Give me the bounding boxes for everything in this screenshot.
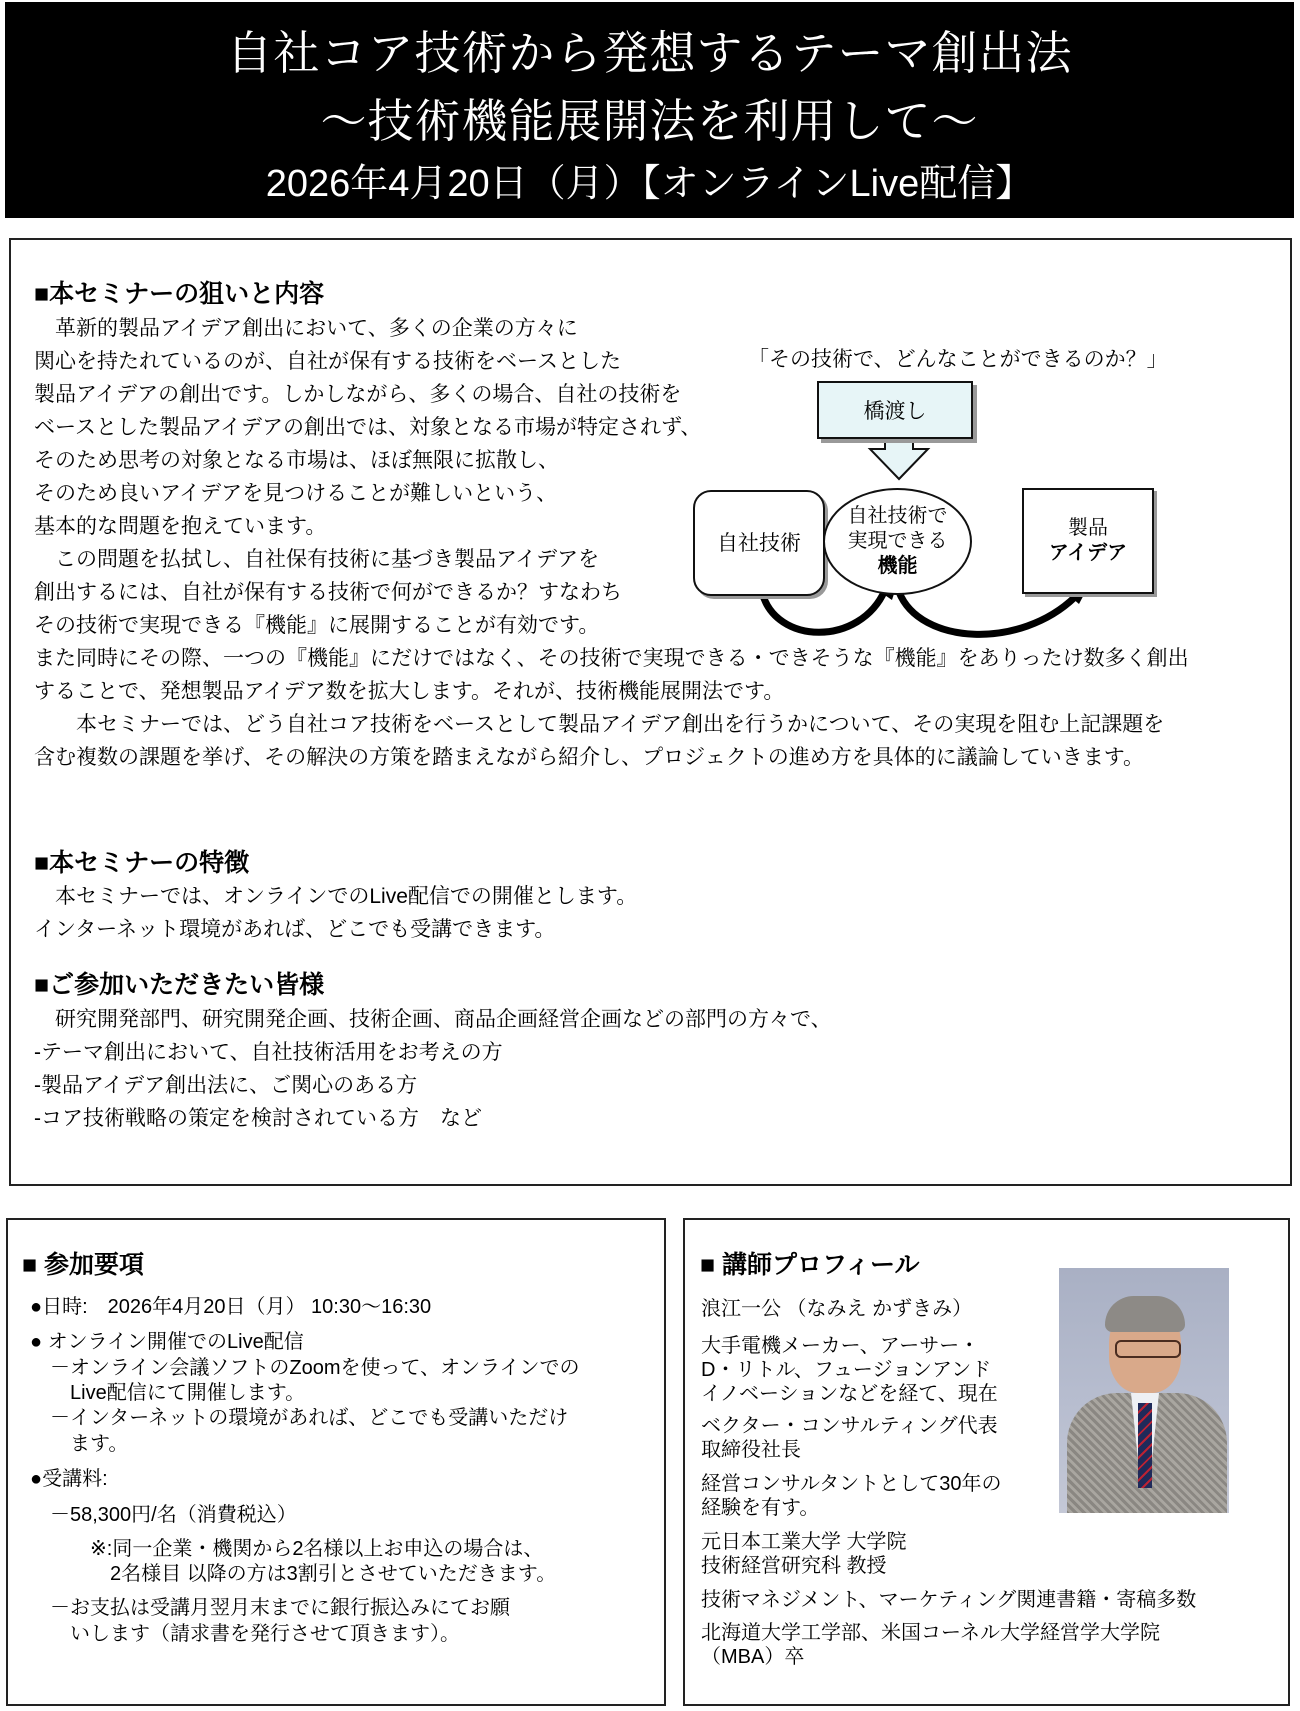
features-line: インターネット環境があれば、どこでも受講できます。 (34, 918, 556, 941)
aim-line: そのため思考の対象となる市場は、ほぼ無限に拡散し、 (34, 449, 559, 472)
aim-line: 関心を持たれているのが、自社が保有する技術をベースとした (34, 350, 621, 373)
profile-line: 技術マネジメント、マーケティング関連書籍・寄稿多数 (701, 1589, 1197, 1611)
page-title: 自社コア技術から発想するテーマ創出法 (226, 27, 1073, 79)
details-line: －お支払は受講月翌月末までに銀行振込みにてお願 (30, 1597, 510, 1619)
details-line: ●受講料: (30, 1468, 108, 1490)
details-heading: ■ 参加要項 (22, 1251, 145, 1279)
profile-heading: ■ 講師プロフィール (700, 1251, 920, 1279)
profile-line: 経営コンサルタントとして30年の (701, 1473, 1002, 1495)
profile-line: イノベーションなどを経て、現在 (701, 1383, 998, 1405)
features-line: 本セミナーでは、オンラインでのLive配信での開催とします。 (34, 885, 638, 908)
audience-line: -テーマ創出において、自社技術活用をお考えの方 (34, 1041, 503, 1064)
details-line: ● オンライン開催でのLive配信 (30, 1331, 304, 1353)
aim-line: また同時にその際、一つの『機能』にだけではなく、その技術で実現できる・できそうな『機能』をありったけ数多く創出 (34, 647, 1189, 670)
audience-heading: ■ご参加いただきたい皆様 (34, 971, 325, 999)
details-line: Live配信にて開催します。 (30, 1382, 306, 1404)
aim-line: その技術で実現できる『機能』に展開することが有効です。 (34, 614, 600, 637)
details-line: －オンライン会議ソフトのZoomを使って、オンラインでの (30, 1357, 580, 1379)
audience-line: -製品アイデア創出法に、ご関心のある方 (34, 1074, 418, 1097)
aim-line: そのため良いアイデアを見つけることが難しいという、 (34, 482, 558, 505)
aim-line: ベースとした製品アイデアの創出では、対象となる市場が特定されず、 (34, 416, 702, 439)
aim-line: 含む複数の課題を挙げ、その解決の方策を踏まえながら紹介し、プロジェクトの進め方を具体的に議論していきます。 (34, 746, 1145, 769)
aim-line: 革新的製品アイデア創出において、多くの企業の方々に (34, 317, 578, 340)
aim-line: 本セミナーでは、どう自社コア技術をベースとして製品アイデア創出を行うかについて、その実現を阻む上記課題を (34, 713, 1165, 736)
details-line: ※:同一企業・機関から2名様以上お申込の場合は、 (30, 1538, 544, 1560)
bridge-box: 橋渡し (817, 381, 973, 439)
instructor-name: 浪江一公 （なみえ かずきみ） (701, 1298, 973, 1320)
product-idea-node: 製品 アイデア (1022, 488, 1154, 594)
event-date: 2026年4月20日（月）【オンラインLive配信】 (265, 163, 1034, 205)
profile-line: 取締役社長 (701, 1439, 801, 1461)
profile-line: ベクター・コンサルティング代表 (701, 1415, 998, 1437)
aim-line: この問題を払拭し、自社保有技術に基づき製品アイデアを (34, 548, 600, 571)
details-line: いします（請求書を発行させて頂きます）。 (30, 1623, 460, 1645)
diagram-quote: 「その技術で、どんなことができるのか？」 (748, 348, 1168, 371)
function-node: 自社技術で 実現できる 機能 (823, 488, 972, 595)
details-line: ●日時: 2026年4月20日（月） 10:30～16:30 (30, 1296, 432, 1318)
aim-line: 基本的な問題を抱えています。 (34, 515, 327, 538)
profile-line: D・リトル、フュージョンアンド (701, 1359, 992, 1381)
details-line: 2名様目 以降の方は3割引とさせていただきます。 (30, 1563, 557, 1585)
audience-line: 研究開発部門、研究開発企画、技術企画、商品企画経営企画などの部門の方々で、 (34, 1008, 832, 1031)
profile-line: 元日本工業大学 大学院 (701, 1531, 907, 1553)
aim-heading: ■本セミナーの狙いと内容 (34, 280, 325, 308)
details-line: －58,300円/名（消費税込） (30, 1504, 297, 1526)
page-subtitle: ～技術機能展開法を利用して～ (320, 95, 979, 147)
title-banner (5, 2, 1294, 218)
audience-line: -コア技術戦略の策定を検討されている方 など (34, 1107, 482, 1130)
instructor-photo (1059, 1268, 1229, 1513)
profile-line: 大手電機メーカー、アーサー・ (701, 1335, 980, 1357)
profile-line: 経験を有す。 (701, 1497, 820, 1519)
features-heading: ■本セミナーの特徴 (34, 849, 250, 877)
profile-line: 北海道大学工学部、米国コーネル大学経営学大学院 (701, 1622, 1160, 1644)
details-line: －インターネットの環境があれば、どこでも受講いただけ (30, 1407, 569, 1429)
aim-line: することで、発想製品アイデア数を拡大します。それが、技術機能展開法です。 (34, 680, 785, 703)
aim-line: 創出するには、自社が保有する技術で何ができるか？すなわち (34, 581, 622, 604)
aim-line: 製品アイデアの創出です。しかしながら、多くの場合、自社の技術を (34, 383, 682, 406)
profile-line: 技術経営研究科 教授 (701, 1555, 887, 1577)
details-line: ます。 (30, 1433, 129, 1455)
concept-diagram (680, 385, 1280, 655)
profile-line: （MBA）卒 (701, 1646, 805, 1668)
own-technology-node: 自社技術 (693, 490, 825, 596)
